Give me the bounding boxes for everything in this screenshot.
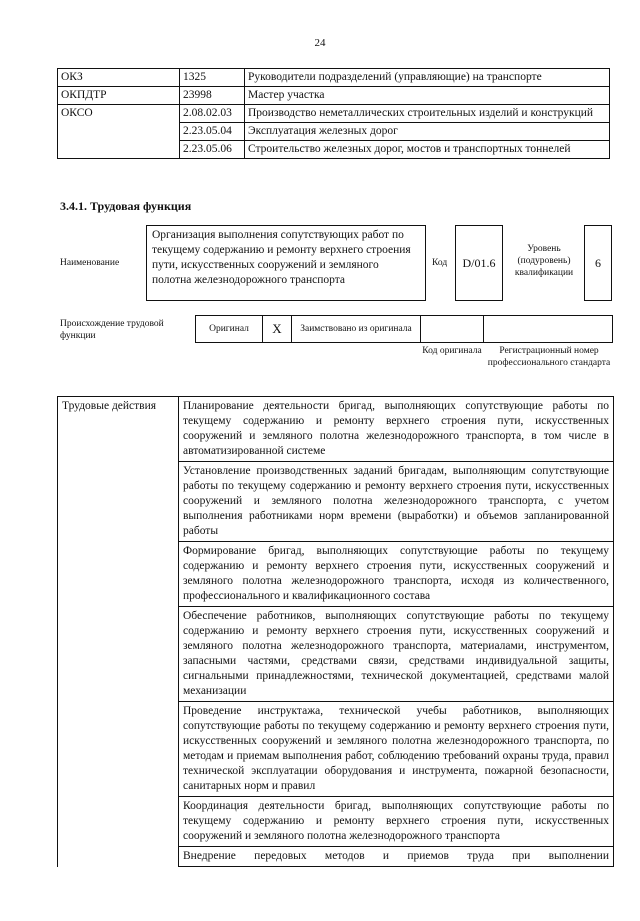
reg-number-cell — [483, 315, 613, 343]
code-value: 1325 — [180, 69, 245, 87]
action-item: Внедрение передовых методов и приемов труда при выполнении — [179, 847, 614, 867]
code-title: Строительство железных дорог, мостов и транспортных тоннелей — [245, 141, 610, 159]
table-row — [58, 797, 614, 847]
table-row — [58, 607, 614, 702]
code-value: 2.23.05.04 — [180, 123, 245, 141]
table-row — [58, 105, 610, 123]
code-name: ОКПДТР — [58, 87, 180, 105]
level-label: Уровень (подуровень) квалификации — [514, 244, 574, 278]
table-row — [58, 397, 614, 462]
table-row — [58, 87, 610, 105]
action-item: Формирование бригад, выполняющих сопутствующие работы по текущему содержанию и ремонту верхнего строения пути, искусственных сооружений и земляного полотна железнодорожного транспорта, исходя из количественного, профессионального и квалификационного состава — [179, 542, 614, 607]
original-label: Оригинал — [209, 324, 249, 334]
code-title: Мастер участка — [245, 87, 610, 105]
code-label: Код — [432, 258, 448, 268]
action-item: Проведение инструктажа, технической учебы работников, выполняющих сопутствующие работы по текущему содержанию и ремонту верхнего строения пути, искусственных сооружений и земляного полотна железнодорожного транспорта, по методам и приемам выполнения работ, соблюдению требований охраны труда, правил технической эксплуатации оборудования и инструмента, пожарной безопасности, санитарных норм и правил — [179, 702, 614, 797]
function-code: D/01.6 — [455, 225, 503, 301]
classifier-codes-table — [57, 68, 610, 159]
table-row — [58, 542, 614, 607]
page-number: 24 — [314, 37, 326, 49]
reg-number-label: Регистрационный номер профессионального стандарта — [487, 346, 611, 368]
code-value: 23998 — [180, 87, 245, 105]
actions-label: Трудовые действия — [58, 397, 179, 462]
origin-label: Происхождение трудовой функции — [60, 319, 164, 341]
qualification-level: 6 — [584, 225, 612, 301]
code-value: 2.23.05.06 — [180, 141, 245, 159]
code-value: 2.08.02.03 — [180, 105, 245, 123]
section-title: 3.4.1. Трудовая функция — [60, 199, 192, 213]
code-title: Производство неметаллических строительных изделий и конструкций — [245, 105, 610, 123]
action-item: Установление производственных заданий бригадам, выполняющим сопутствующие работы по текущему содержанию и ремонту верхнего строения пути, искусственных сооружений и земляного полотна железнодорожного транспорта, с учетом выполнения работниками норм времени (выработки) и объемов запланированной работы — [179, 462, 614, 542]
table-row — [58, 847, 614, 867]
labor-actions-table — [57, 396, 614, 867]
action-item: Планирование деятельности бригад, выполняющих сопутствующие работы по текущему содержанию и ремонту верхнего строения пути, искусственных сооружений и земляного полотна железнодорожного транспорта, в том числе в автоматизированной системе — [179, 397, 614, 462]
borrowed-label: Заимствовано из оригинала — [300, 324, 412, 334]
action-item: Обеспечение работников, выполняющих сопутствующие работы по текущему содержанию и ремонту верхнего строения пути, искусственных сооружений и земляного полотна железнодорожного транспорта, материалами, инструментом, запасными частями, средствами связи, средствами индивидуальной защиты, сигнальными принадлежностями, технической документацией, средствами малой механизации — [179, 607, 614, 702]
action-item: Координация деятельности бригад, выполняющих сопутствующие работы по текущему содержанию и ремонту верхнего строения пути, искусственных сооружений и земляного полотна железнодорожного транспорта — [179, 797, 614, 847]
table-row — [58, 69, 610, 87]
code-name: ОКСО — [58, 105, 180, 159]
table-row — [58, 462, 614, 542]
original-mark: X — [262, 315, 292, 343]
function-name: Организация выполнения сопутствующих работ по текущему содержанию и ремонту верхнего строения пути, искусственных сооружений и земляного полотна железнодорожного транспорта — [146, 225, 426, 301]
name-label: Наименование — [60, 258, 120, 268]
code-original-cell — [420, 315, 484, 343]
code-original-label: Код оригинала — [422, 346, 482, 356]
code-name: ОКЗ — [58, 69, 180, 87]
code-title: Эксплуатация железных дорог — [245, 123, 610, 141]
table-row — [58, 702, 614, 797]
code-title: Руководители подразделений (управляющие) на транспорте — [245, 69, 610, 87]
